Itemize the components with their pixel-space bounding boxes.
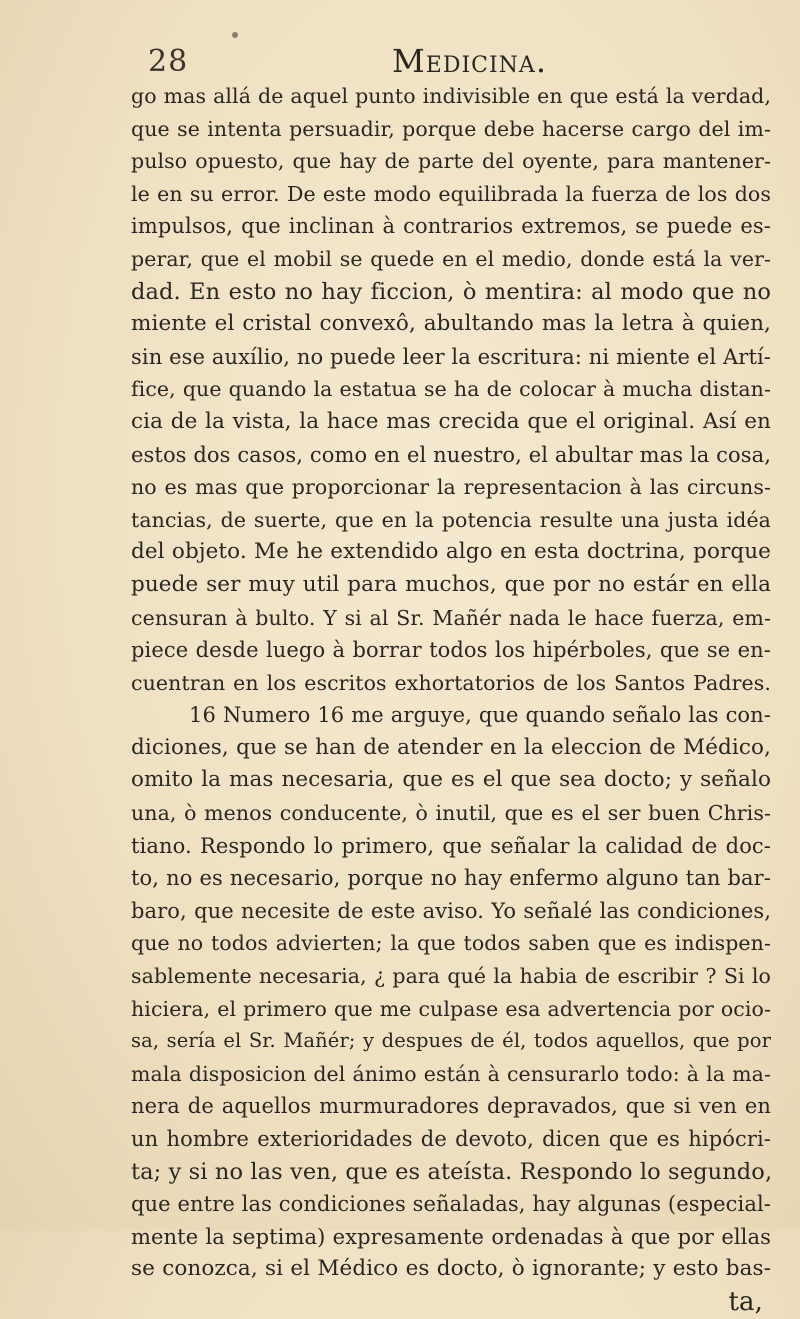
paragraph-start-line: 16 Numero 16 me arguye, que quando señalo las con-	[189, 703, 771, 728]
text-line: no es mas que proporcionar la representacion à las circuns-	[131, 475, 771, 500]
text-line: sablemente necesaria, ¿ para qué la habia de escribir ? Si lo	[131, 964, 771, 989]
text-line: se conozca, si el Médico es docto, ò ignorante; y esto bas-	[131, 1256, 771, 1282]
text-line: que se intenta persuadir, porque debe hacerse cargo del im-	[131, 116, 771, 141]
catchword: ta,	[728, 1286, 763, 1317]
page-number: 28	[148, 44, 189, 79]
text-line: diciones, que se han de atender en la eleccion de Médico,	[131, 734, 771, 760]
body-text	[131, 80, 771, 1319]
text-line: pulso opuesto, que hay de parte del oyente, para mantener-	[131, 149, 771, 174]
text-line: fice, que quando la estatua se ha de colocar à mucha distan-	[131, 377, 771, 402]
text-line: un hombre exterioridades de devoto, dicen que es hipócri-	[131, 1127, 771, 1151]
text-line: censuran à bulto. Y si al Sr. Mañér nada le hace fuerza, em-	[131, 605, 771, 630]
text-line: impulsos, que inclinan à contrarios extremos, se puede es-	[131, 214, 771, 239]
text-line: baro, que necesite de este aviso. Yo señalé las condiciones,	[131, 898, 771, 923]
text-line: hiciera, el primero que me culpase esa advertencia por ocio-	[131, 996, 771, 1021]
text-line: sin ese auxílio, no puede leer la escritura: ni miente el Artí-	[131, 344, 771, 369]
text-line: perar, que el mobil se quede en el medio, donde está la ver-	[131, 246, 771, 271]
text-line: nera de aquellos murmuradores depravados, que si ven en	[131, 1094, 771, 1119]
text-line: go mas allá de aquel punto indivisible en que está la verdad,	[131, 84, 771, 108]
text-line: una, ò menos conducente, ò inutil, que es el ser buen Chris-	[131, 801, 771, 826]
text-line: piece desde luego à borrar todos los hipérboles, que se en-	[131, 638, 771, 663]
text-line: que entre las condiciones señaladas, hay algunas (especial-	[131, 1192, 771, 1217]
text-line: le en su error. De este modo equilibrada la fuerza de los dos	[131, 181, 771, 206]
text-line: estos dos casos, como en el nuestro, el abultar mas la cosa,	[131, 442, 771, 467]
text-line: dad. En esto no hay ficcion, ò mentira: al modo que no	[131, 278, 771, 305]
text-line: cia de la vista, la hace mas crecida que el original. Así en	[131, 408, 771, 434]
running-head: Medicina.	[392, 42, 547, 80]
text-line: omito la mas necesaria, que es el que sea docto; y señalo	[131, 767, 771, 793]
text-line: mente la septima) expresamente ordenadas à que por ellas	[131, 1224, 771, 1249]
text-line: ta; y si no las ven, que es ateísta. Respondo lo segundo,	[131, 1158, 773, 1185]
text-line: del objeto. Me he extendido algo en esta doctrina, porque	[131, 539, 771, 565]
text-line: puede ser muy util para muchos, que por no estár en ella	[131, 571, 771, 597]
text-line: tiano. Respondo lo primero, que señalar la calidad de doc-	[131, 833, 771, 858]
text-line: cuentran en los escritos exhortatorios de los Santos Padres.	[131, 670, 771, 695]
text-line: miente el cristal convexô, abultando mas la letra à quien,	[131, 311, 771, 337]
ink-spot	[232, 32, 238, 38]
text-line: que no todos advierten; la que todos saben que es indispen-	[131, 931, 771, 956]
text-line: sa, sería el Sr. Mañér; y despues de él, todos aquellos, que por	[131, 1029, 771, 1053]
text-line: tancias, de suerte, que en la potencia resulte una justa idéa	[131, 507, 771, 532]
text-line: mala disposicion del ánimo están à censurarlo todo: à la ma-	[131, 1061, 771, 1086]
text-line: to, no es necesario, porque no hay enfermo alguno tan bar-	[131, 866, 771, 891]
